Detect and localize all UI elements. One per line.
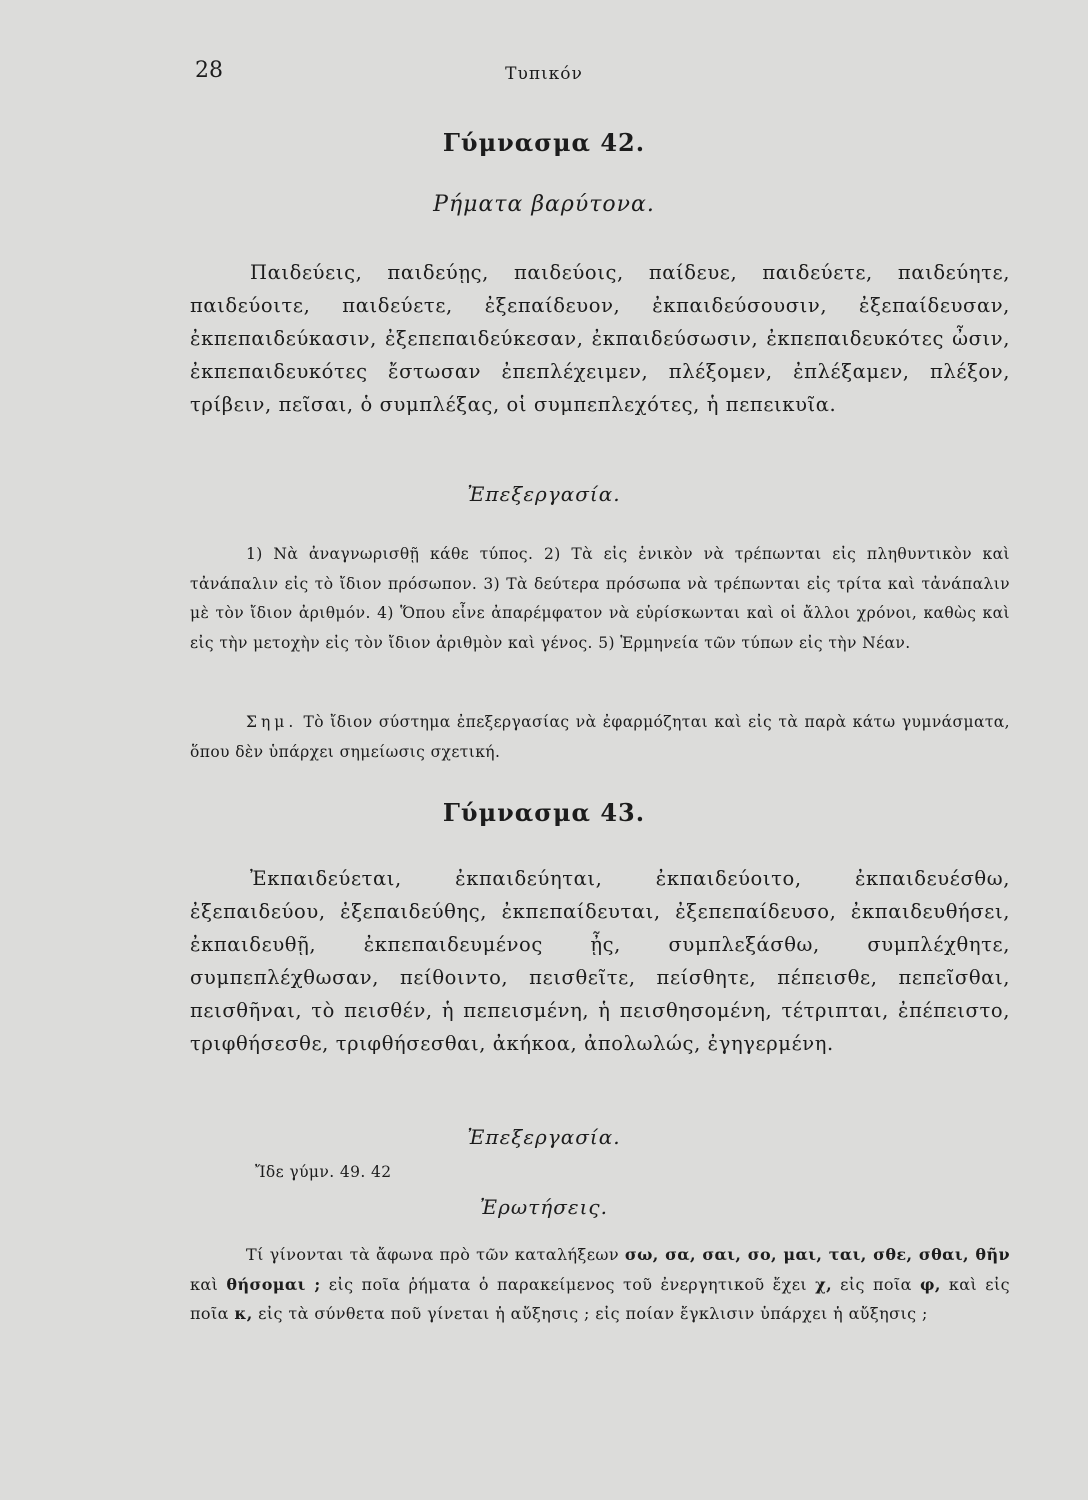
exercise-42-note bbox=[190, 708, 1010, 767]
questions-bold-letter: φ, bbox=[919, 1274, 941, 1294]
questions-text-part: εἰς ποῖα ῥήματα ὁ παρακείμενος τοῦ ἐνεργητικοῦ ἔχει bbox=[320, 1274, 816, 1294]
questions-heading: Ἐρωτήσεις. bbox=[480, 1195, 608, 1219]
exercise-42-subtitle: Ρήματα βαρύτονα. bbox=[433, 192, 655, 217]
exercise-42-instructions: 1) Νὰ ἀναγνωρισθῇ κάθε τύπος. 2) Τὰ εἰς ἑνικὸν νὰ τρέπωνται εἰς πληθυντικὸν καὶ τἀνάπαλιν εἰς τὸ ἴδιον πρόσωπον. 3) Τὰ δεύτερα πρόσωπα νὰ τρέπωνται εἰς τρίτα καὶ τἀνάπαλιν μὲ τὸν ἴδιον ἀριθμόν. 4) Ὅπου εἶνε ἀπαρέμφατον νὰ εὑρίσκωνται καὶ οἱ ἄλλοι χρόνοι, καθὼς καὶ εἰς τὴν μετοχὴν εἰς τὸν ἴδιον ἀριθμὸν καὶ γένος. 5) Ἑρμηνεία τῶν τύπων εἰς τὴν Νέαν. bbox=[190, 545, 1010, 652]
questions-bold-letter: κ, bbox=[234, 1304, 253, 1323]
questions-text-part: καὶ εἰς ποῖα bbox=[190, 1274, 1010, 1323]
see-reference: Ἴδε γύμν. 49. 42 bbox=[255, 1163, 392, 1181]
questions-text-part: καὶ bbox=[190, 1274, 227, 1294]
questions-text-part: εἰς ποῖα bbox=[832, 1274, 920, 1294]
note-text: Τὸ ἴδιον σύστημα ἐπεξεργασίας νὰ ἐφαρμόζηται καὶ εἰς τὰ παρὰ κάτω γυμνάσματα, ὅπου δὲν ὑπάρχει σημείωσις σχετική. bbox=[190, 713, 1011, 761]
questions-text-part: Τί γίνονται τὰ ἄφωνα πρὸ τῶν καταλήξεων bbox=[246, 1245, 625, 1264]
questions-bold-endings: σω, σα, σαι, σο, μαι, ται, σθε, σθαι, θῆν bbox=[624, 1245, 1010, 1264]
exercise-42-title: Γύμνασμα 42. bbox=[442, 128, 646, 157]
note-label: Σημ. bbox=[246, 713, 298, 731]
page-number: 28 bbox=[195, 58, 223, 83]
questions-bold-ending: θήσομαι ; bbox=[226, 1274, 321, 1294]
questions-text-part: εἰς τὰ σύνθετα ποῦ γίνεται ἡ αὔξησις ; εἰς ποίαν ἔγκλισιν ὑπάρχει ἡ αὔξησις ; bbox=[252, 1304, 928, 1323]
running-title: Τυπικόν bbox=[505, 64, 583, 84]
questions-bold-letter: χ, bbox=[815, 1274, 833, 1294]
exercise-43-subheading: Ἐπεξεργασία. bbox=[467, 1125, 621, 1149]
questions-text bbox=[190, 1240, 1010, 1329]
exercise-42-subheading: Ἐπεξεργασία. bbox=[467, 482, 621, 506]
exercise-43-body: Ἐκπαιδεύεται, ἐκπαιδεύηται, ἐκπαιδεύοιτο, ἐκπαιδευέσθω, ἐξεπαιδεύου, ἐξεπαιδεύθης, ἐκπεπαίδευται, ἐξεπεπαίδευσο, ἐκπαιδευθήσει, ἐκπαιδευθῇ, ἐκπεπαιδευμένος ᾖς, συμπλεξάσθω, συμπλέχθητε, συμπεπλέχθωσαν, πείθοιντο, πεισθεῖτε, πείσθητε, πέπεισθε, πεπεῖσθαι, πεισθῆναι, τὸ πεισθέν, ἡ πεπεισμένη, ἡ πεισθησομένη, τέτριπται, ἐπέπειστο, τριφθήσεσθε, τριφθήσεσθαι, ἀκήκοα, ἀπολωλώς, ἐγηγερμένη. bbox=[190, 867, 1010, 1055]
exercise-42-body: Παιδεύεις, παιδεύῃς, παιδεύοις, παίδευε, παιδεύετε, παιδεύητε, παιδεύοιτε, παιδεύετε, ἐξεπαίδευον, ἐκπαιδεύσουσιν, ἐξεπαίδευσαν, ἐκπεπαιδεύκασιν, ἐξεπεπαιδεύκεσαν, ἐκπαιδεύσωσιν, ἐκπεπαιδευκότες ὦσιν, ἐκπεπαιδευκότες ἔστωσαν ἐπεπλέχειμεν, πλέξομεν, ἐπλέξαμεν, πλέξον, τρίβειν, πεῖσαι, ὁ συμπλέξας, οἱ συμπεπλεχότες, ἡ πεπεικυῖα. bbox=[190, 261, 1010, 416]
exercise-43-title: Γύμνασμα 43. bbox=[442, 798, 646, 827]
